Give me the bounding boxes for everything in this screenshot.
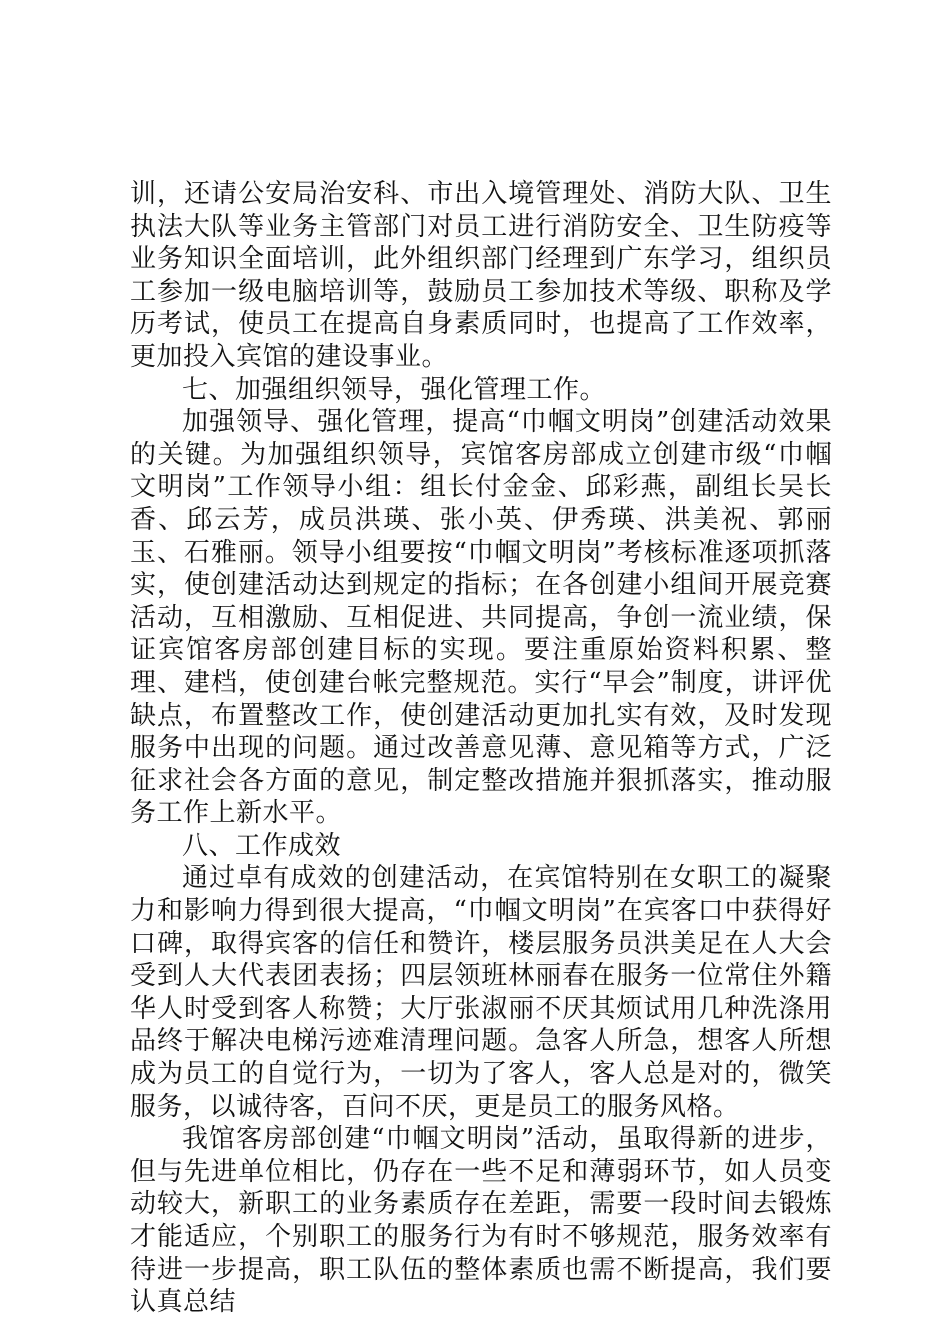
section-heading-eight: 八、工作成效 — [182, 830, 342, 861]
section-heading-seven: 七、加强组织领导，强化管理工作。 — [182, 374, 607, 405]
document-body — [130, 178, 832, 1319]
paragraph-shortcomings: 我馆客房部创建“巾帼文明岗”活动，虽取得新的进步，但与先进单位相比，仍存在一些不足和薄弱环节，如人员变动较大，新职工的业务素质存在差距，需要一段时间去锻炼才能适应，个别职工的服务行为有时不够规范，服务效率有待进一步提高，职工队伍的整体素质也需不断提高，我们要认真总结 — [130, 1124, 832, 1318]
paragraph-training-continued: 训，还请公安局治安科、市出入境管理处、消防大队、卫生执法大队等业务主管部门对员工进行消防安全、卫生防疫等业务知识全面培训，此外组织部门经理到广东学习，组织员工参加一级电脑培训等，鼓励员工参加技术等级、职称及学历考试，使员工在提高自身素质同时，也提高了工作效率，更加投入宾馆的建设事业。 — [130, 179, 832, 372]
paragraph-results: 通过卓有成效的创建活动，在宾馆特别在女职工的凝聚力和影响力得到很大提高，“巾帼文明岗”在宾客口中获得好口碑，取得宾客的信任和赞许，楼层服务员洪美足在人大会受到人大代表团表扬；四层领班林丽春在服务一位常住外籍华人时受到客人称赞；大厅张淑丽不厌其烦试用几种洗涤用品终于解决电梯污迹难清理问题。急客人所急，想客人所想成为员工的自觉行为，一切为了客人，客人总是对的，微笑服务，以诚待客，百问不厌，更是员工的服务风格。 — [130, 863, 832, 1122]
paragraph-leadership: 加强领导、强化管理，提高“巾帼文明岗”创建活动效果的关键。为加强组织领导，宾馆客房部成立创建市级“巾帼文明岗”工作领导小组：组长付金金、邱彩燕，副组长吴长香、邱云芳，成员洪瑛、张小英、伊秀瑛、洪美祝、郭丽玉、石雅丽。领导小组要按“巾帼文明岗”考核标准逐项抓落实，使创建活动达到规定的指标；在各创建小组间开展竞赛活动，互相激励、互相促进、共同提高，争创一流业绩，保证宾馆客房部创建目标的实现。要注重原始资料积累、整理、建档，使创建台帐完整规范。实行“早会”制度，讲评优缺点，布置整改工作，使创建活动更加扎实有效，及时发现服务中出现的问题。通过改善意见薄、意见箱等方式，广泛征求社会各方面的意见，制定整改措施并狠抓落实，推动服务工作上新水平。 — [130, 407, 832, 829]
